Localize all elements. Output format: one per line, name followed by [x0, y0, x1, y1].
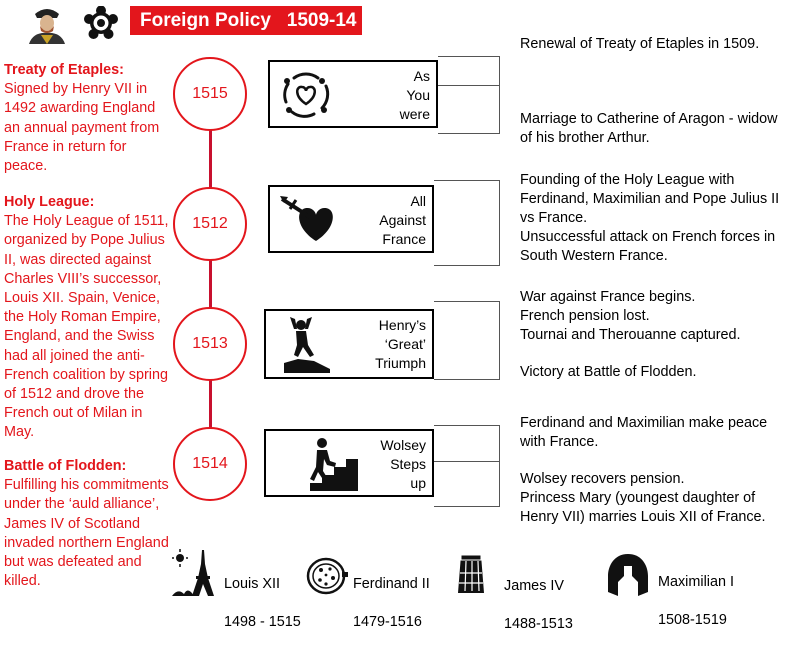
note-text: Victory at Battle of Flodden.	[520, 364, 697, 380]
notes-bracket	[434, 301, 500, 380]
card-label: Henry’s ‘Great’ Triumph	[375, 317, 426, 371]
note-text: Marriage to Catherine of Aragon - widow of his brother Arthur.	[520, 111, 778, 146]
note-text: Ferdinand and Maximilian make peace with France.	[520, 415, 768, 450]
spartan-helmet-icon	[606, 552, 650, 603]
paella-icon	[306, 556, 348, 601]
year-label: 1513	[192, 335, 228, 352]
heart-cycle-icon	[280, 70, 332, 123]
year-circle	[173, 187, 247, 261]
year-label: 1514	[192, 455, 228, 472]
ruler-dates: 1498 - 1515	[224, 614, 301, 630]
year-circle	[173, 57, 247, 131]
notes-bracket	[434, 180, 500, 266]
tudor-rose-icon	[84, 6, 118, 40]
ruler-name: Maximilian I	[658, 574, 734, 590]
notes-bracket	[434, 425, 500, 507]
battle-of-flodden-section	[4, 457, 172, 591]
ruler-name: Ferdinand II	[353, 576, 430, 592]
section-heading: Treaty of Etaples:	[4, 62, 124, 78]
person-climbing-stairs-icon	[306, 437, 360, 496]
ruler-dates: 1488-1513	[504, 616, 573, 632]
card-label: All Against France	[379, 193, 426, 247]
card-label: As You were	[399, 68, 430, 122]
event-card	[264, 429, 434, 497]
section-body: Signed by Henry VII in 1492 awarding England an annual payment from France in return for peace.	[4, 81, 160, 175]
note-text: Wolsey recovers pension. Princess Mary (youngest daughter of Henry VII) marries Louis XII of France.	[520, 471, 766, 525]
note-text: Renewal of Treaty of Etaples in 1509.	[520, 36, 760, 52]
section-heading: Battle of Flodden:	[4, 458, 127, 474]
year-circle	[173, 427, 247, 501]
victory-person-icon	[284, 315, 332, 378]
notes-bracket	[438, 56, 500, 134]
event-card	[268, 185, 434, 253]
ruler-dates: 1508-1519	[658, 612, 727, 628]
holy-league-section	[4, 193, 172, 443]
stabbed-heart-icon	[280, 193, 342, 250]
note-text: War against France begins. French pension lost. Tournai and Therouanne captured.	[520, 289, 741, 343]
year-label: 1512	[192, 215, 228, 232]
note-text: Founding of the Holy League with Ferdinand, Maximilian and Pope Julius II vs France. Unsuccessful attack on French forces in South Western France.	[520, 172, 780, 264]
ruler-name: Louis XII	[224, 576, 280, 592]
treaty-of-etaples-section	[4, 61, 172, 176]
section-body: Fulfilling his commitments under the ‘auld alliance’, James IV of Scotland invaded northern England but was defeated and killed.	[4, 477, 169, 590]
year-label: 1515	[192, 85, 228, 102]
henry-viii-portrait-icon	[25, 4, 69, 44]
section-body: The Holy League of 1511, organized by Pope Julius II, was directed against Charles VIII’s successor, Louis XII. Spain, Venice, the Holy Roman Empire, England, and the Swiss had all joined the anti-French coalition by spring of 1512 and drove the French out of Milan in May.	[4, 213, 169, 441]
ruler-ferdinand-ii	[353, 556, 430, 651]
ruler-louis-xii	[224, 556, 301, 651]
eiffel-tower-icon	[172, 548, 220, 603]
year-circle	[173, 307, 247, 381]
section-heading: Holy League:	[4, 194, 95, 210]
event-card	[264, 309, 434, 379]
card-label: Wolsey Steps up	[380, 437, 426, 491]
ruler-dates: 1479-1516	[353, 614, 422, 630]
ruler-name: James IV	[504, 578, 564, 594]
timeline-connector	[209, 130, 212, 430]
page-title: Foreign Policy 1509-14	[130, 6, 362, 35]
kilt-icon	[456, 553, 486, 600]
ruler-james-iv	[504, 558, 573, 653]
event-card	[268, 60, 438, 128]
